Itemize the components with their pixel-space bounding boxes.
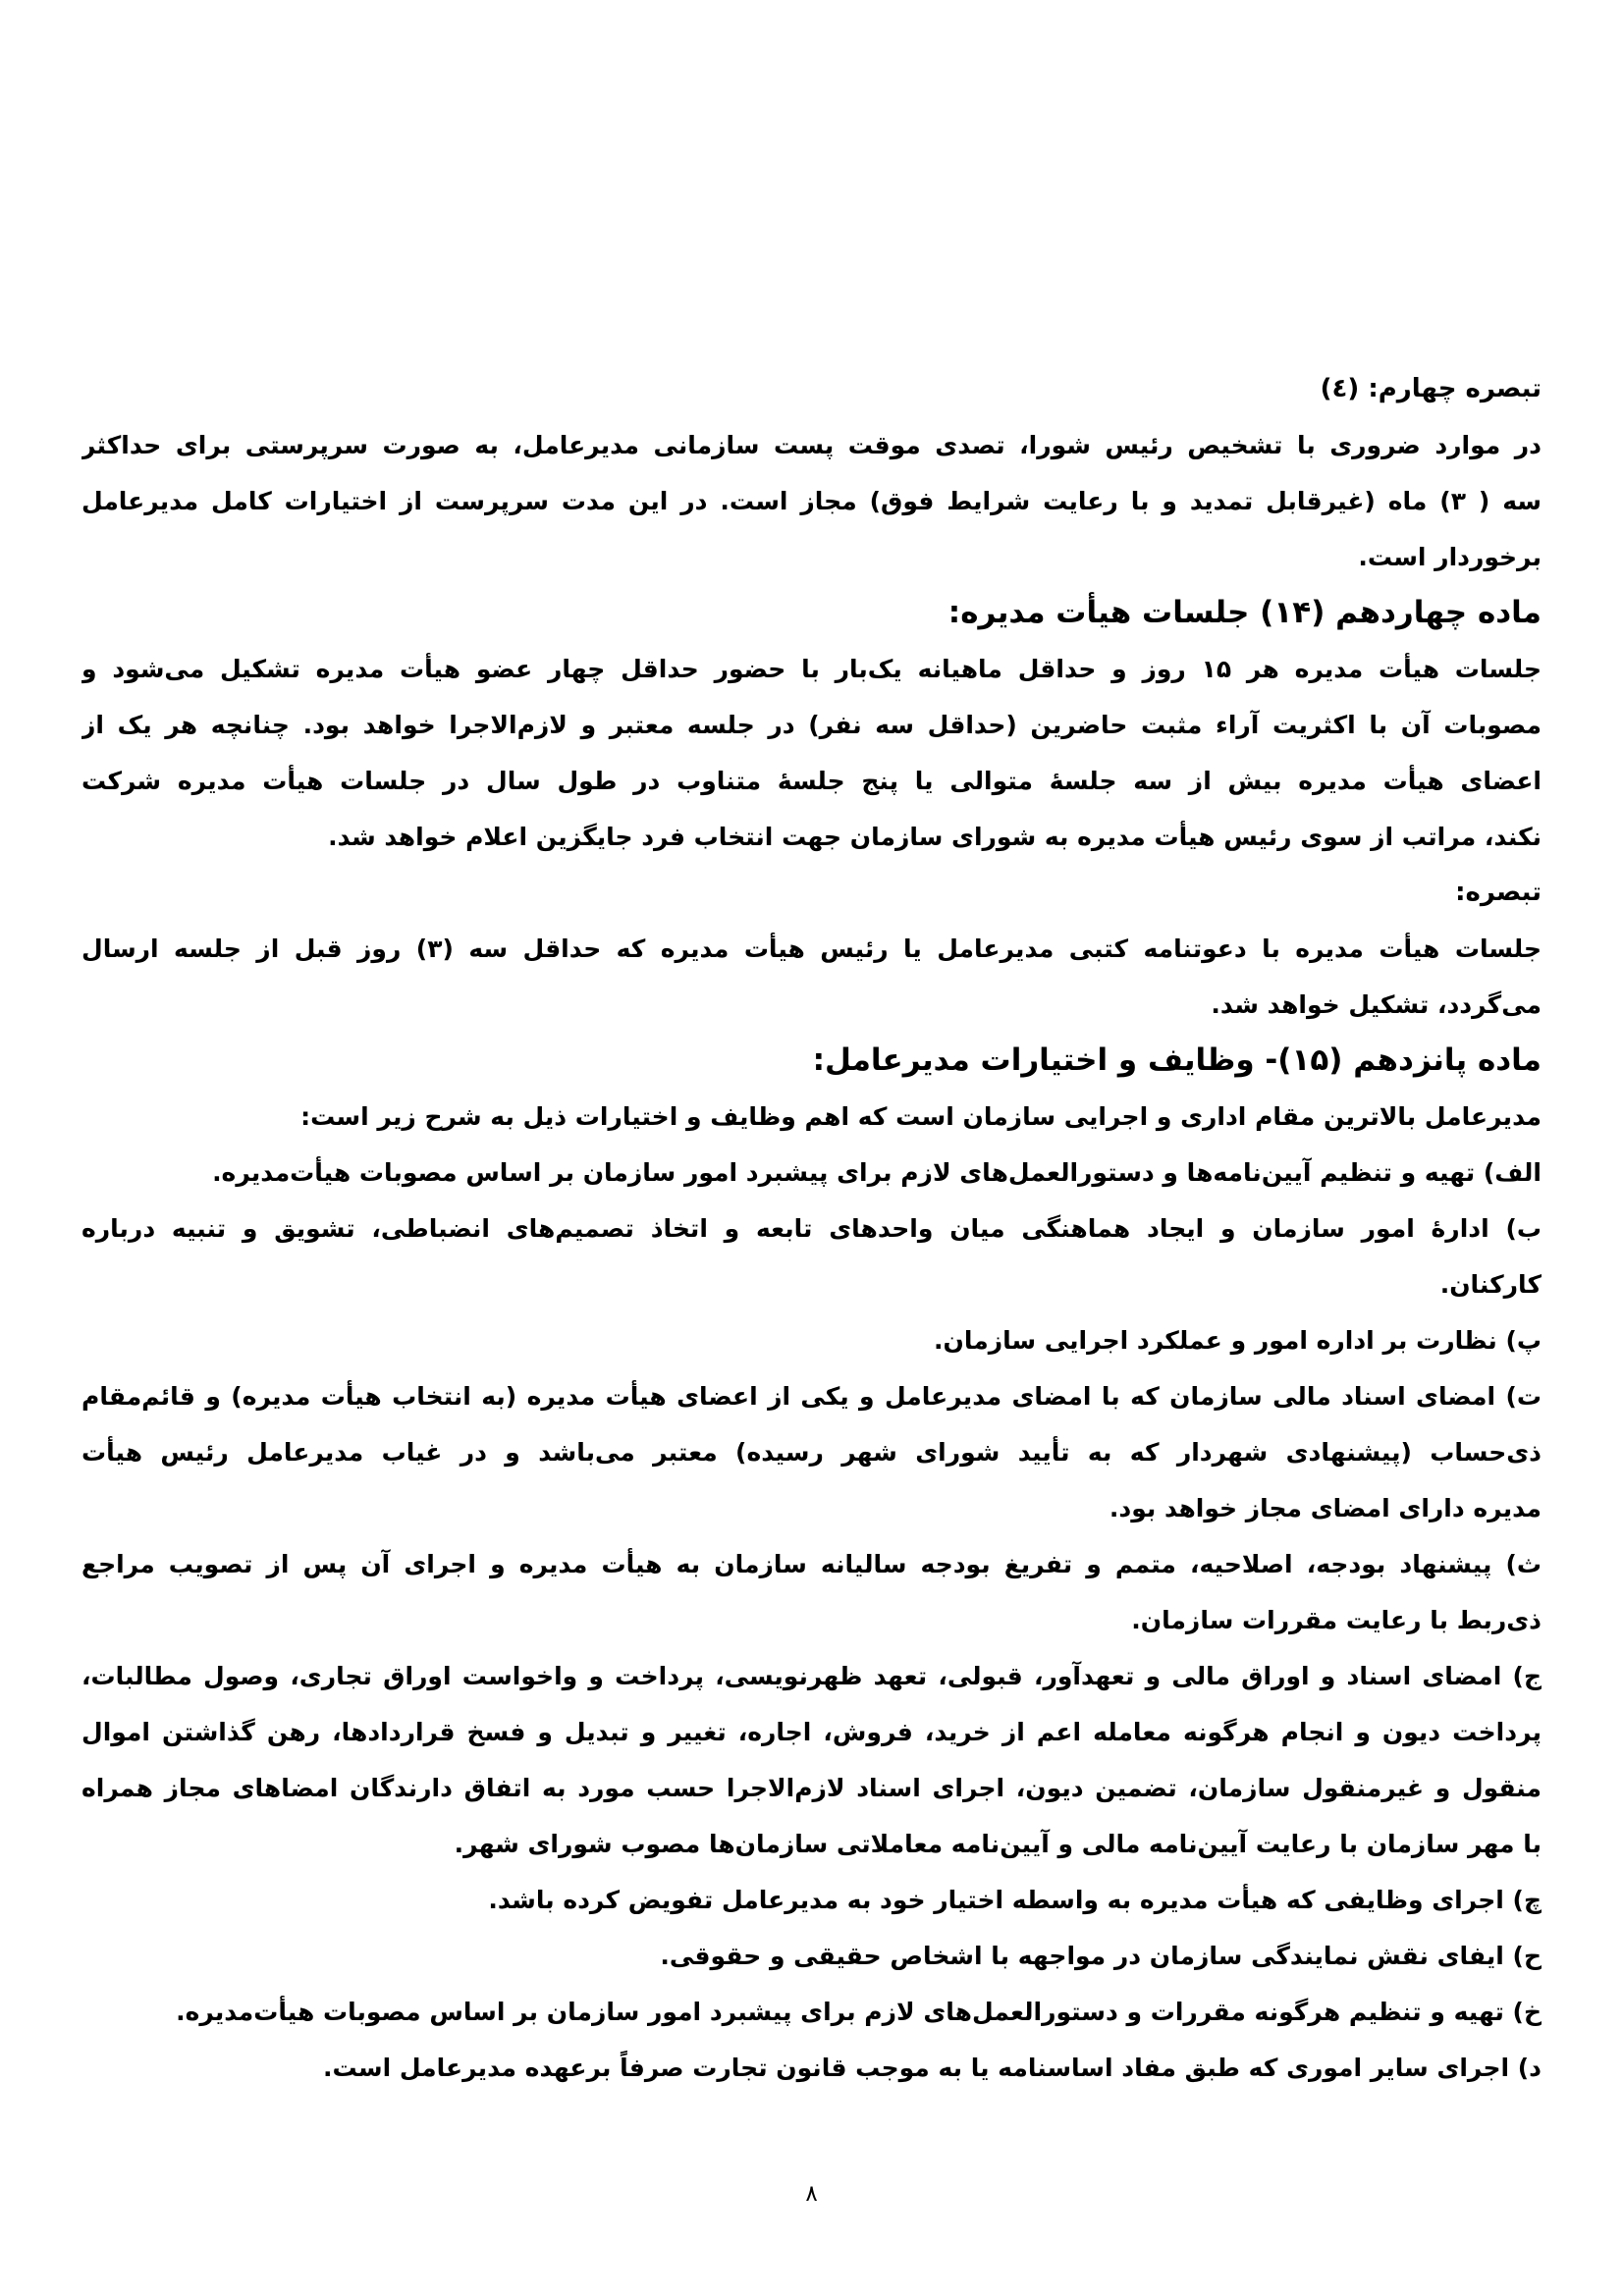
text-line: ماده چهاردهم (۱۴) جلسات هیأت مدیره:: [947, 595, 1542, 630]
text-line: ج) امضای اسناد و اوراق مالی و تعهدآور، قبولی، تعهد ظهرنویسی، پرداخت و واخواست اوراق تجاری، وصول مطالبات،: [81, 1662, 1542, 1690]
text-line: ت) امضای اسناد مالی سازمان که با امضای مدیرعامل و یکی از اعضای هیأت مدیره (به انتخاب هیأت مدیره) و قائم‌مقام: [81, 1382, 1542, 1411]
text-line: ذی‌حساب (پیشنهادی شهردار که به تأیید شورای شهر رسیده) معتبر می‌باشد و در غیاب مدیرعامل رئیس هیأت: [81, 1438, 1542, 1467]
text-line: نکند، مراتب از سوی رئیس هیأت مدیره به شورای سازمان جهت انتخاب فرد جایگزین اعلام خواهد شد.: [328, 823, 1542, 851]
text-line: مدیرعامل بالاترین مقام اداری و اجرایی سازمان است که اهم وظایف و اختیارات ذیل به شرح زیر است:: [300, 1102, 1542, 1131]
text-line: مصوبات آن با اکثریت آراء مثبت حاضرین (حداقل سه نفر) در جلسه معتبر و لازم‌الاجرا خواهد بود. چنانچه هر یک از: [81, 711, 1542, 739]
text-line: می‌گردد، تشکیل خواهد شد.: [1211, 990, 1542, 1019]
text-line: کارکنان.: [1439, 1270, 1542, 1299]
document-body: [81, 361, 1542, 2096]
text-line: د) اجرای سایر اموری که طبق مفاد اساسنامه یا به موجب قانون تجارت صرفاً برعهده مدیرعامل است.: [323, 2054, 1542, 2082]
text-line: ب) ادارهٔ امور سازمان و ایجاد هماهنگی میان واحدهای تابعه و اتخاذ تصمیم‌های انضباطی، تشویق و تنبیه درباره: [81, 1214, 1542, 1243]
page-number: ۸: [805, 2181, 818, 2207]
text-line: منقول و غیرمنقول سازمان، تضمین دیون، اجرای اسناد لازم‌الاجرا حسب مورد به اتفاق دارندگان امضاهای مجاز همراه: [81, 1774, 1542, 1802]
text-line: چ) اجرای وظایفی که هیأت مدیره به واسطه اختیار خود به مدیرعامل تفویض کرده باشد.: [488, 1886, 1542, 1914]
text-line: جلسات هیأت مدیره هر ۱۵ روز و حداقل ماهیانه یک‌بار با حضور حداقل چهار عضو هیأت مدیره تشکیل می‌شود و: [81, 655, 1542, 683]
text-line: پرداخت دیون و انجام هرگونه معامله اعم از خرید، فروش، اجاره، تغییر و تبدیل و فسخ قراردادها، رهن گذاشتن اموال: [81, 1718, 1542, 1746]
text-line: ح) ایفای نقش نمایندگی سازمان در مواجهه با اشخاص حقیقی و حقوقی.: [660, 1942, 1542, 1970]
text-line: برخوردار است.: [1358, 543, 1542, 571]
text-line: پ) نظارت بر اداره امور و عملکرد اجرایی سازمان.: [934, 1326, 1542, 1355]
text-line: ماده پانزدهم (۱۵)- وظایف و اختیارات مدیرعامل:: [812, 1042, 1542, 1078]
text-line: خ) تهیه و تنظیم هرگونه مقررات و دستورالعمل‌های لازم برای پیشبرد امور سازمان بر اساس مصوبات هیأت‌مدیره.: [176, 1998, 1542, 2026]
text-line: با مهر سازمان با رعایت آیین‌نامه مالی و آیین‌نامه معاملاتی سازمان‌ها مصوب شورای شهر.: [454, 1830, 1542, 1858]
text-line: جلسات هیأت مدیره با دعوتنامه کتبی مدیرعامل یا رئیس هیأت مدیره که حداقل سه (۳) روز قبل از جلسه ارسال: [81, 934, 1542, 963]
text-line: اعضای هیأت مدیره بیش از سه جلسهٔ متوالی یا پنج جلسهٔ متناوب در طول سال در جلسات هیأت مدیره شرکت: [81, 767, 1542, 795]
text-line: مدیره دارای امضای مجاز خواهد بود.: [1109, 1494, 1542, 1522]
text-line: الف) تهیه و تنظیم آیین‌نامه‌ها و دستورالعمل‌های لازم برای پیشبرد امور سازمان بر اساس مصوبات هیأت‌مدیره.: [212, 1158, 1542, 1187]
text-line: ذی‌ربط با رعایت مقررات سازمان.: [1131, 1606, 1542, 1634]
text-line: سه ( ۳) ماه (غیرقابل تمدید و با رعایت شرایط فوق) مجاز است. در این مدت سرپرست از اختیارات کامل مدیرعامل: [81, 487, 1542, 515]
text-line: تبصره چهارم: (٤): [1320, 374, 1542, 403]
text-line: ث) پیشنهاد بودجه، اصلاحیه، متمم و تفریغ بودجه سالیانه سازمان به هیأت مدیره و اجرای آن پس از تصویب مراجع: [81, 1550, 1542, 1578]
text-line: در موارد ضروری با تشخیص رئیس شورا، تصدی موقت پست سازمانی مدیرعامل، به صورت سرپرستی برای حداکثر: [81, 431, 1542, 459]
text-line: تبصره:: [1455, 878, 1542, 907]
